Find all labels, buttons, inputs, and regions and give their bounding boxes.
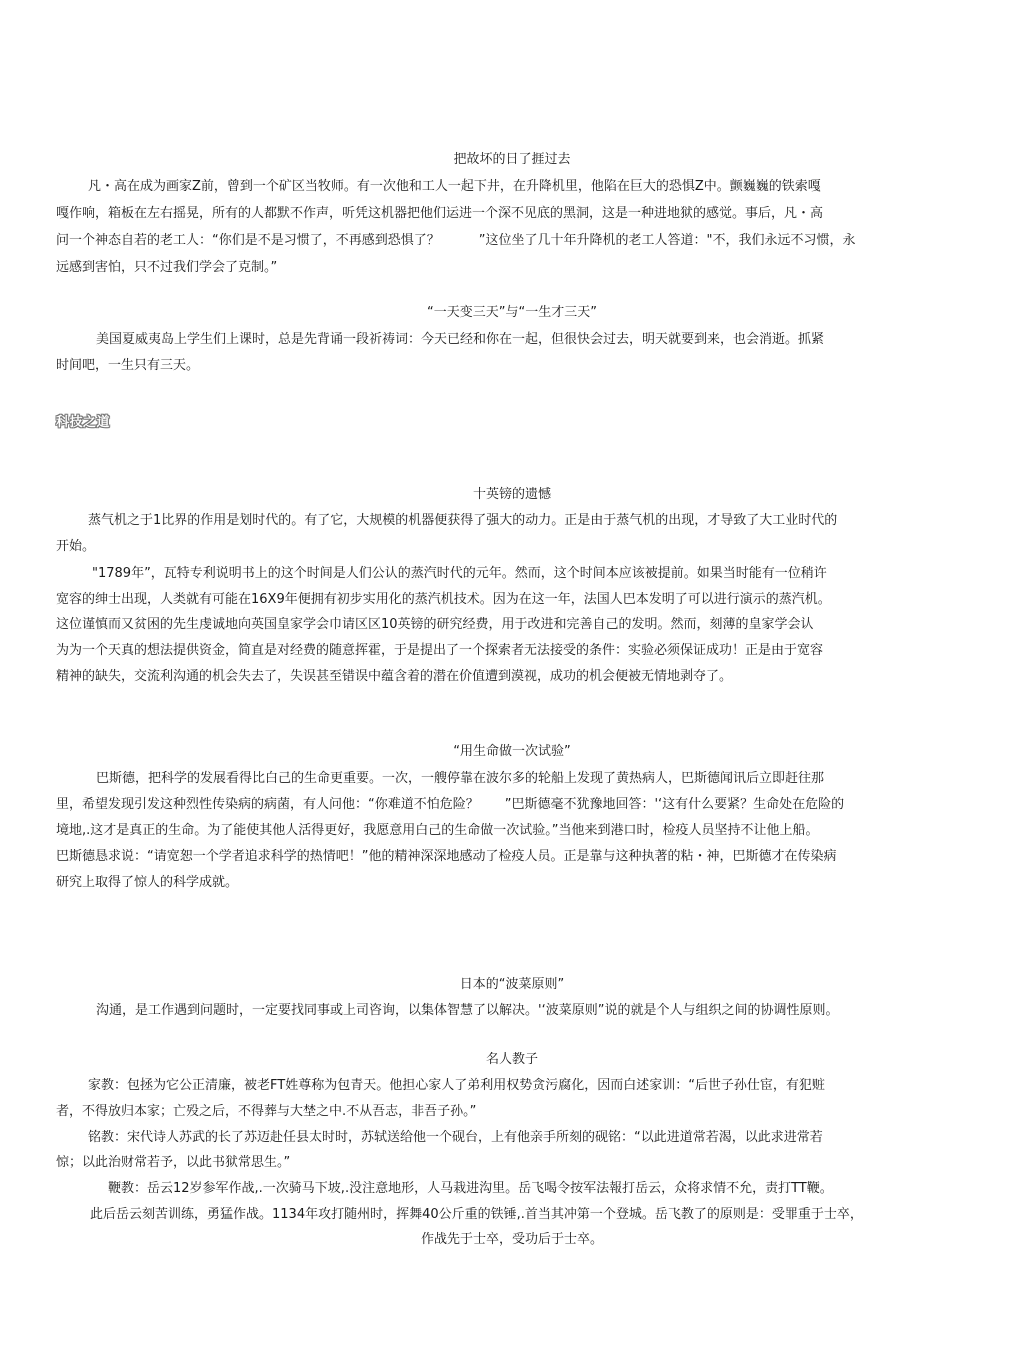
paragraph-line: 境地,.这才是真正的生命。为了能使其他人活得更好，我愿意用白己的生命做一次试验。”当他来到港口时，检疫人员坚持不让他上船。 <box>56 823 819 838</box>
paragraph-line: 鞭教：岳云12岁参军作战,.一次骑马下坡,.没注意地形，人马栽进沟里。岳飞喝令按军法報打岳云，众将求情不允，责打TT鞭。 <box>108 1181 833 1196</box>
paragraph-line: 此后岳云刻苦训练，勇猛作战。1134年攻打随州时，挥舞40公斤重的铁锤,.首当其冲第一个登城。岳飞教了的原则是：受罪重于士卒， <box>90 1207 863 1222</box>
paragraph-line: 里，希望发现引发这种烈性传染病的病菌，有人问他：“你难道不怕危险？ ”巴斯德毫不犹豫地回答：'‘这有什么要紧？生命处在危险的 <box>56 797 845 812</box>
paragraph-line: 铭教：宋代诗人苏武的长了苏迈赴任县太时时，苏轼送给他一个砚台，上有他亲手所刻的砚铭：“以此进道常若渴，以此求进常若 <box>88 1130 823 1145</box>
paragraph-line: 凡・高在成为画家Z前，曾到一个矿区当牧师。有一次他和工人一起下井，在升降机里，他陷在巨大的恐惧Z中。颤巍巍的铁索嘎 <box>88 179 821 194</box>
paragraph-line: 者，不得放归本家；亡殁之后，不得葬与大埜之中.不从吾志，非吾子孙。” <box>56 1104 477 1119</box>
paragraph-line: 惊；以此治财常若予，以此书狱常思生。” <box>56 1155 291 1170</box>
category-label: 科技之道 <box>56 415 111 430</box>
paragraph-line: 嘎作响，箱板在左右摇晃，所有的人都默不作声，听凭这机器把他们运进一个深不见底的黑洞，这是一种进地狱的感觉。事后，凡・高 <box>56 206 824 221</box>
paragraph-line: "1789年”，瓦特专利说明书上的这个时间是人们公认的蒸汽时代的元年。然而，这个时间本应该被提前。如果当时能有一位稍许 <box>92 566 827 581</box>
article-title: “一天变三天”与“一生才三天” <box>427 305 597 320</box>
article-title: 日本的“波菜原则” <box>459 977 565 992</box>
paragraph-line: 家教：包拯为它公正清廉，被老FT姓尊称为包青天。他担心家人了弟利用权势贪污腐化，因而白述家训：“后世子孙仕宦，有犯赃 <box>88 1078 825 1093</box>
paragraph-line: 美国夏威夷岛上学生们上课时，总是先背诵一段祈祷词：今天已经和你在一起，但很快会过去，明天就要到来，也会消逝。抓紧 <box>96 332 825 347</box>
paragraph-line: 精神的缺失，交流利沟通的机会失去了，失误甚至错误中蕴含着的潜在价值遭到漠视，成功的机会便被无情地剥夺了。 <box>56 669 733 684</box>
paragraph-line: 巴斯德，把科学的发展看得比白己的生命更重要。一次，一艘停靠在波尔多的轮船上发现了黄热病人，巴斯德闻讯后立即赶往那 <box>96 771 825 786</box>
paragraph-line: 远感到害怕，只不过我们学会了克制。” <box>56 260 278 275</box>
article-title: 十英镑的遗憾 <box>472 487 551 502</box>
paragraph-line: 宽容的绅士出现，人类就有可能在16X9年便拥有初步实用化的蒸汽机技术。因为在这一年，法国人巴本发明了可以进行演示的蒸汽机。 <box>56 592 831 607</box>
paragraph-line: 问一个神态自若的老工人：“你们是不是习惯了，不再感到恐惧了？ ”这位坐了几十年升降机的老工人答道："不，我们永远不习惯，永 <box>56 233 856 248</box>
paragraph-line: 开始。 <box>56 539 96 554</box>
paragraph-line: 巴斯德恳求说：“请宽恕一个学者追求科学的热情吧！”他的精神深深地感动了检疫人员。正是靠与这种执著的粘・神，巴斯德才在传染病 <box>56 849 837 864</box>
article-title: “用生命做一次试验” <box>453 744 571 759</box>
paragraph-line: 这位谨慎而又贫困的先生虔诚地向英国皇家学会巾请区区10英镑的研究经费，用于改进和完善自己的发明。然而，刻薄的皇家学会认 <box>56 617 814 632</box>
paragraph-line: 研究上取得了惊人的科学成就。 <box>56 875 239 890</box>
paragraph-line: 时间吧，一生只有三天。 <box>56 358 200 373</box>
article-title: 名人教子 <box>485 1052 538 1067</box>
paragraph-line: 为为一个天真的想法提供资金，简直是对经费的随意挥霍，于是提出了一个探索者无法接受的条件：实验必须保证成功！正是由于宽容 <box>56 643 824 658</box>
paragraph-line: 沟通，是工作遇到问题时，一定要找同事或上司咨询，以集体智慧了以解决。'‘波菜原则”说的就是个人与组织之间的协调性原则。 <box>96 1003 839 1018</box>
paragraph-line: 蒸气机之于1比界的作用是划时代的。有了它，大规模的机器便获得了强大的动力。正是由于蒸气机的出现，才导致了大工业时代的 <box>88 513 838 528</box>
paragraph-line: 作战先于士卒，受功后于士卒。 <box>420 1232 603 1247</box>
article-title: 把故坏的日了捱过去 <box>453 152 571 167</box>
